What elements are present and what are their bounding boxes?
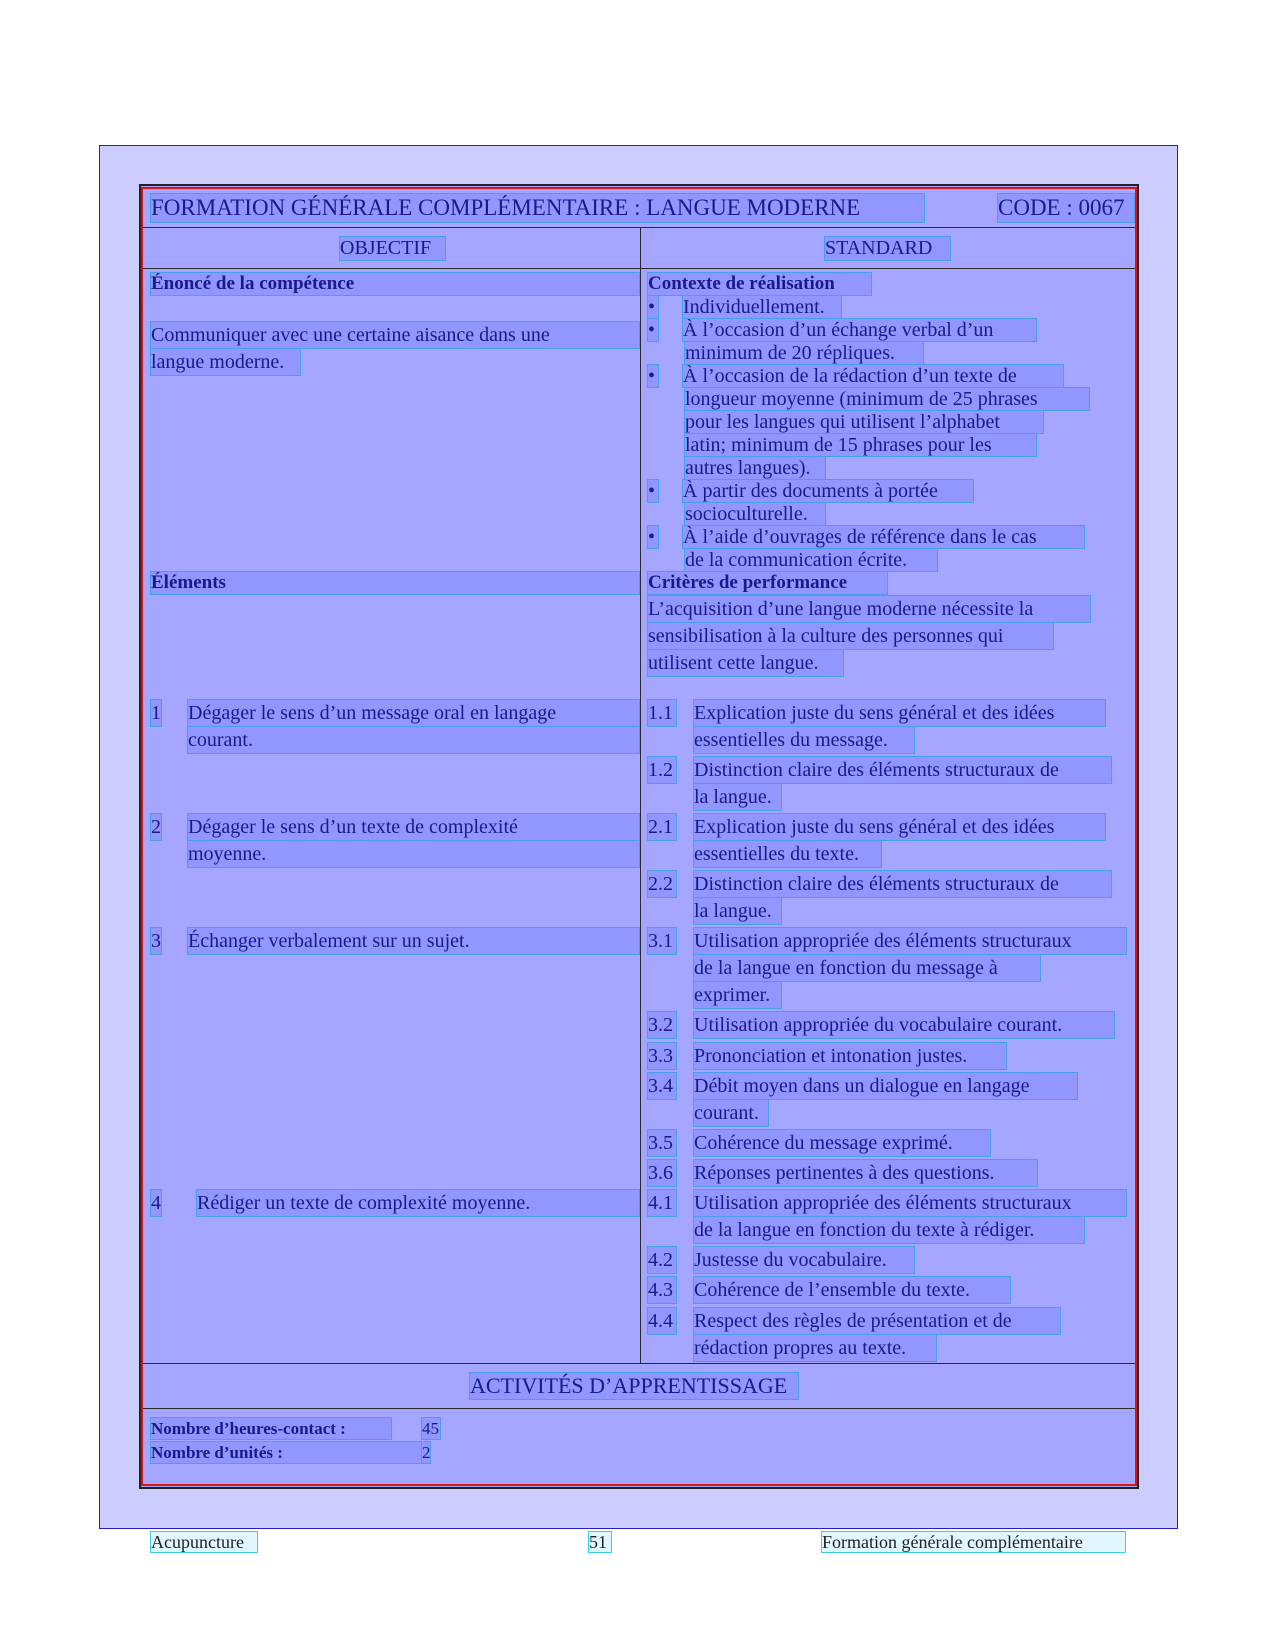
contexte-line: latin; minimum de 15 phrases pour les <box>685 434 1036 456</box>
criterion-number: 3.4 <box>648 1073 676 1099</box>
criterion-text-line: de la langue en fonction du texte à rédiger. <box>694 1217 1084 1243</box>
contexte-line: À l’occasion d’un échange verbal d’un <box>683 319 1036 341</box>
criterion-number: 3.2 <box>648 1012 676 1038</box>
criterion-text-line: Explication juste du sens général et des idées <box>694 700 1105 726</box>
element-text-line: Dégager le sens d’un texte de complexité <box>188 814 639 840</box>
element-text-line: Échanger verbalement sur un sujet. <box>188 928 639 954</box>
criterion-text-line: Utilisation appropriée du vocabulaire courant. <box>694 1012 1114 1038</box>
criterion-number: 2.2 <box>648 871 676 897</box>
contact-hours-label: Nombre d’heures-contact : <box>151 1418 391 1439</box>
element-text-line: Rédiger un texte de complexité moyenne. <box>197 1190 639 1216</box>
column-heading-objectif: OBJECTIF <box>340 237 445 260</box>
activities-heading: ACTIVITÉS D’APPRENTISSAGE <box>470 1373 798 1399</box>
criteres-line: sensibilisation à la culture des personnes qui <box>648 623 1053 649</box>
contexte-line: Individuellement. <box>683 296 841 318</box>
competence-text-line: langue moderne. <box>151 349 300 375</box>
contexte-line: À l’occasion de la rédaction d’un texte de <box>683 365 1063 387</box>
criterion-text-line: Distinction claire des éléments structuraux de <box>694 871 1111 897</box>
criterion-number: 4.2 <box>648 1247 676 1273</box>
competence-heading: Énoncé de la compétence <box>151 273 639 295</box>
units-label: Nombre d’unités : <box>151 1442 421 1463</box>
criterion-text-line: Explication juste du sens général et des idées <box>694 814 1105 840</box>
column-divider <box>640 227 641 1363</box>
bullet: • <box>648 319 658 341</box>
criterion-number: 4.3 <box>648 1277 676 1303</box>
criterion-text-line: essentielles du texte. <box>694 841 881 867</box>
element-text-line: Dégager le sens d’un message oral en langage <box>188 700 639 726</box>
criterion-number: 1.1 <box>648 700 676 726</box>
criterion-text-line: Utilisation appropriée des éléments structuraux <box>694 1190 1126 1216</box>
criterion-text-line: Distinction claire des éléments structuraux de <box>694 757 1111 783</box>
criteres-line: utilisent cette langue. <box>648 650 843 676</box>
contexte-line: pour les langues qui utilisent l’alphabet <box>685 411 1043 433</box>
criterion-text-line: la langue. <box>694 784 781 810</box>
criterion-number: 3.3 <box>648 1043 676 1069</box>
criterion-number: 3.6 <box>648 1160 676 1186</box>
contexte-line: longueur moyenne (minimum de 25 phrases <box>685 388 1089 410</box>
contact-hours-value: 45 <box>422 1419 439 1438</box>
bullet: • <box>648 480 658 502</box>
contexte-line: autres langues). <box>685 457 825 479</box>
footer-right: Formation générale complémentaire <box>822 1532 1125 1552</box>
column-heading-standard: STANDARD <box>825 237 950 260</box>
criteres-line: L’acquisition d’une langue moderne nécessite la <box>648 596 1090 622</box>
criterion-number: 3.5 <box>648 1130 676 1156</box>
element-number: 3 <box>151 930 161 952</box>
competence-text-line: Communiquer avec une certaine aisance dans une <box>151 322 639 348</box>
criterion-number: 3.1 <box>648 928 676 954</box>
criterion-text-line: courant. <box>694 1100 768 1126</box>
element-number: 2 <box>151 816 161 838</box>
contexte-line: de la communication écrite. <box>685 549 937 571</box>
element-number: 4 <box>151 1192 161 1214</box>
rule-under-columns <box>141 268 1137 269</box>
elements-heading: Éléments <box>151 572 639 594</box>
contexte-line: socioculturelle. <box>685 503 825 525</box>
element-number: 1 <box>151 702 161 724</box>
criterion-text-line: rédaction propres au texte. <box>694 1335 936 1361</box>
criteres-heading: Critères de performance <box>648 572 887 594</box>
contexte-line: À partir des documents à portée <box>683 480 973 502</box>
criterion-text-line: exprimer. <box>694 982 781 1008</box>
element-text-line: moyenne. <box>188 841 639 867</box>
units-value: 2 <box>422 1443 431 1462</box>
criterion-text-line: Utilisation appropriée des éléments structuraux <box>694 928 1126 954</box>
footer-left: Acupuncture <box>151 1532 257 1552</box>
criterion-number: 2.1 <box>648 814 676 840</box>
rule-under-title <box>141 227 1137 228</box>
footer-page-number: 51 <box>589 1532 611 1552</box>
criterion-text-line: Justesse du vocabulaire. <box>694 1247 914 1273</box>
criterion-number: 4.4 <box>648 1308 676 1334</box>
criterion-text-line: Prononciation et intonation justes. <box>694 1043 1006 1069</box>
bullet: • <box>648 526 658 548</box>
contexte-heading: Contexte de réalisation <box>648 273 871 295</box>
criterion-text-line: Cohérence de l’ensemble du texte. <box>694 1277 1010 1303</box>
bullet: • <box>648 296 658 318</box>
criterion-text-line: Cohérence du message exprimé. <box>694 1130 990 1156</box>
criterion-text-line: essentielles du message. <box>694 727 914 753</box>
criterion-text-line: Réponses pertinentes à des questions. <box>694 1160 1037 1186</box>
criterion-text-line: de la langue en fonction du message à <box>694 955 1040 981</box>
criterion-text-line: Respect des règles de présentation et de <box>694 1308 1060 1334</box>
criterion-number: 1.2 <box>648 757 676 783</box>
contexte-line: À l’aide d’ouvrages de référence dans le cas <box>683 526 1084 548</box>
criterion-text-line: la langue. <box>694 898 781 924</box>
rule-above-activities <box>141 1363 1137 1364</box>
form-code: CODE : 0067 <box>998 194 1134 222</box>
bullet: • <box>648 365 658 387</box>
criterion-text-line: Débit moyen dans un dialogue en langage <box>694 1073 1077 1099</box>
form-title: FORMATION GÉNÉRALE COMPLÉMENTAIRE : LANGUE MODERNE <box>151 194 924 222</box>
element-text-line: courant. <box>188 727 639 753</box>
contexte-line: minimum de 20 répliques. <box>685 342 923 364</box>
criterion-number: 4.1 <box>648 1190 676 1216</box>
rule-under-activities <box>141 1408 1137 1409</box>
